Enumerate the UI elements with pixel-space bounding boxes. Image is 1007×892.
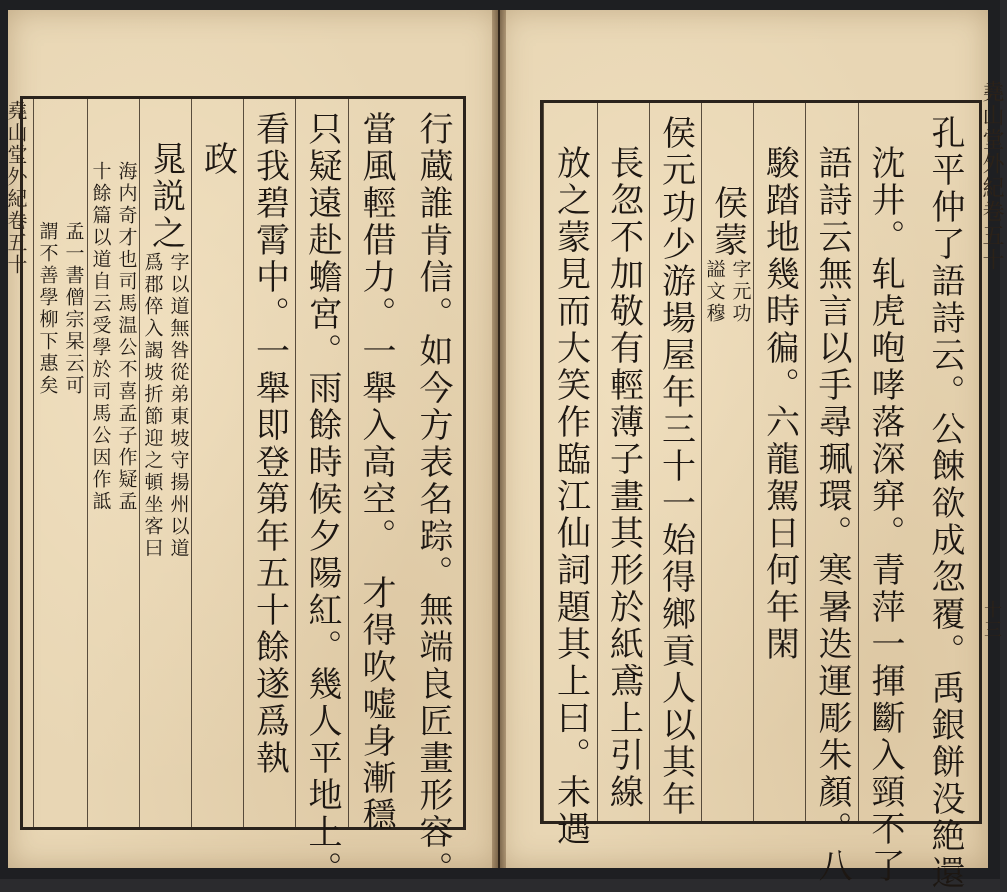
left-text-frame — [20, 96, 466, 888]
right-col-4 — [753, 103, 805, 821]
column-text: 行蔵誰肯信。如今方表名踪。無端良匠畫形容。 — [413, 111, 453, 888]
left-col-8 — [33, 99, 87, 827]
annotation-pair — [37, 221, 85, 397]
annotation-pair — [142, 252, 190, 560]
annotation-left: 謚文穆 — [703, 259, 726, 325]
right-col-7 — [597, 103, 649, 821]
column-text: 當風輕借力。一舉入高空。 才得吹嘘身漸穩 — [356, 111, 396, 834]
annotation-left: 爲郡倅入謁坡折節迎之頓坐客曰 — [141, 252, 164, 560]
left-col-1 — [403, 99, 463, 888]
column-text: 政 — [197, 141, 238, 178]
annotation-pair — [704, 259, 752, 325]
annotation-left: 謂不善學柳下惠矣 — [36, 221, 59, 397]
left-col-2 — [348, 99, 403, 834]
column-text: 放之蒙見而大笑作臨江仙詞題其上曰。未遇 — [550, 145, 591, 848]
right-col-3 — [805, 103, 858, 885]
column-text: 駿踏地幾時徧。六龍駕日何年閑 — [759, 145, 800, 663]
annotation-right: 字以道無咎從弟東坡守揚州以道 — [167, 252, 190, 560]
column-text: 孔平仲了語詩云。公餗欲成忽覆。禹銀餅没絶還 — [925, 115, 965, 892]
folio-number: 十三 — [981, 600, 1002, 640]
right-col-1 — [911, 103, 979, 892]
right-text-frame — [540, 100, 982, 892]
heading-name: 侯蒙 — [707, 185, 748, 259]
left-col-4 — [243, 99, 295, 827]
right-col-8 — [543, 103, 597, 848]
annotation-right: 字元功 — [729, 259, 752, 325]
right-margin-title: 堯山堂外紀卷五十 — [979, 80, 1004, 272]
annotation-right: 海内奇才也司馬温公不喜孟子作疑孟 — [115, 161, 138, 513]
column-text: 語詩云無言以手尋珮環。寒暑迭運彫朱顏。八 — [812, 145, 852, 885]
right-col-2 — [858, 103, 911, 885]
book-gutter — [492, 10, 506, 868]
column-text: 只疑遠赴蟾宮。雨餘時候夕陽紅。幾人平地上。 — [302, 111, 342, 888]
left-col-3 — [295, 99, 348, 888]
annotation-pair — [90, 161, 138, 513]
left-col-7 — [87, 99, 139, 827]
right-col-5 — [701, 103, 753, 821]
left-col-5 — [191, 99, 243, 827]
right-col-6 — [649, 103, 701, 821]
left-margin-title: 堯山堂外紀卷五十 — [4, 100, 28, 276]
left-col-6 — [139, 99, 191, 827]
column-text: 看我碧霄中。一舉即登第年五十餘遂爲執 — [249, 111, 290, 777]
annotation-left: 十餘篇以道自云受學於司馬公因作詆 — [89, 161, 112, 513]
column-text: 沈井。轧虎咆哮落深穽。青萍一揮斷入頸不了 — [865, 145, 905, 885]
column-text: 侯元功少游場屋年三十一始得鄉貢人以其年 — [655, 115, 696, 818]
column-text: 長忽不加敬有輕薄子畫其形於紙鳶上引線 — [603, 145, 644, 811]
heading-name: 晁説之 — [145, 141, 186, 252]
annotation-right: 孟一書僧宗杲云可 — [62, 221, 85, 397]
